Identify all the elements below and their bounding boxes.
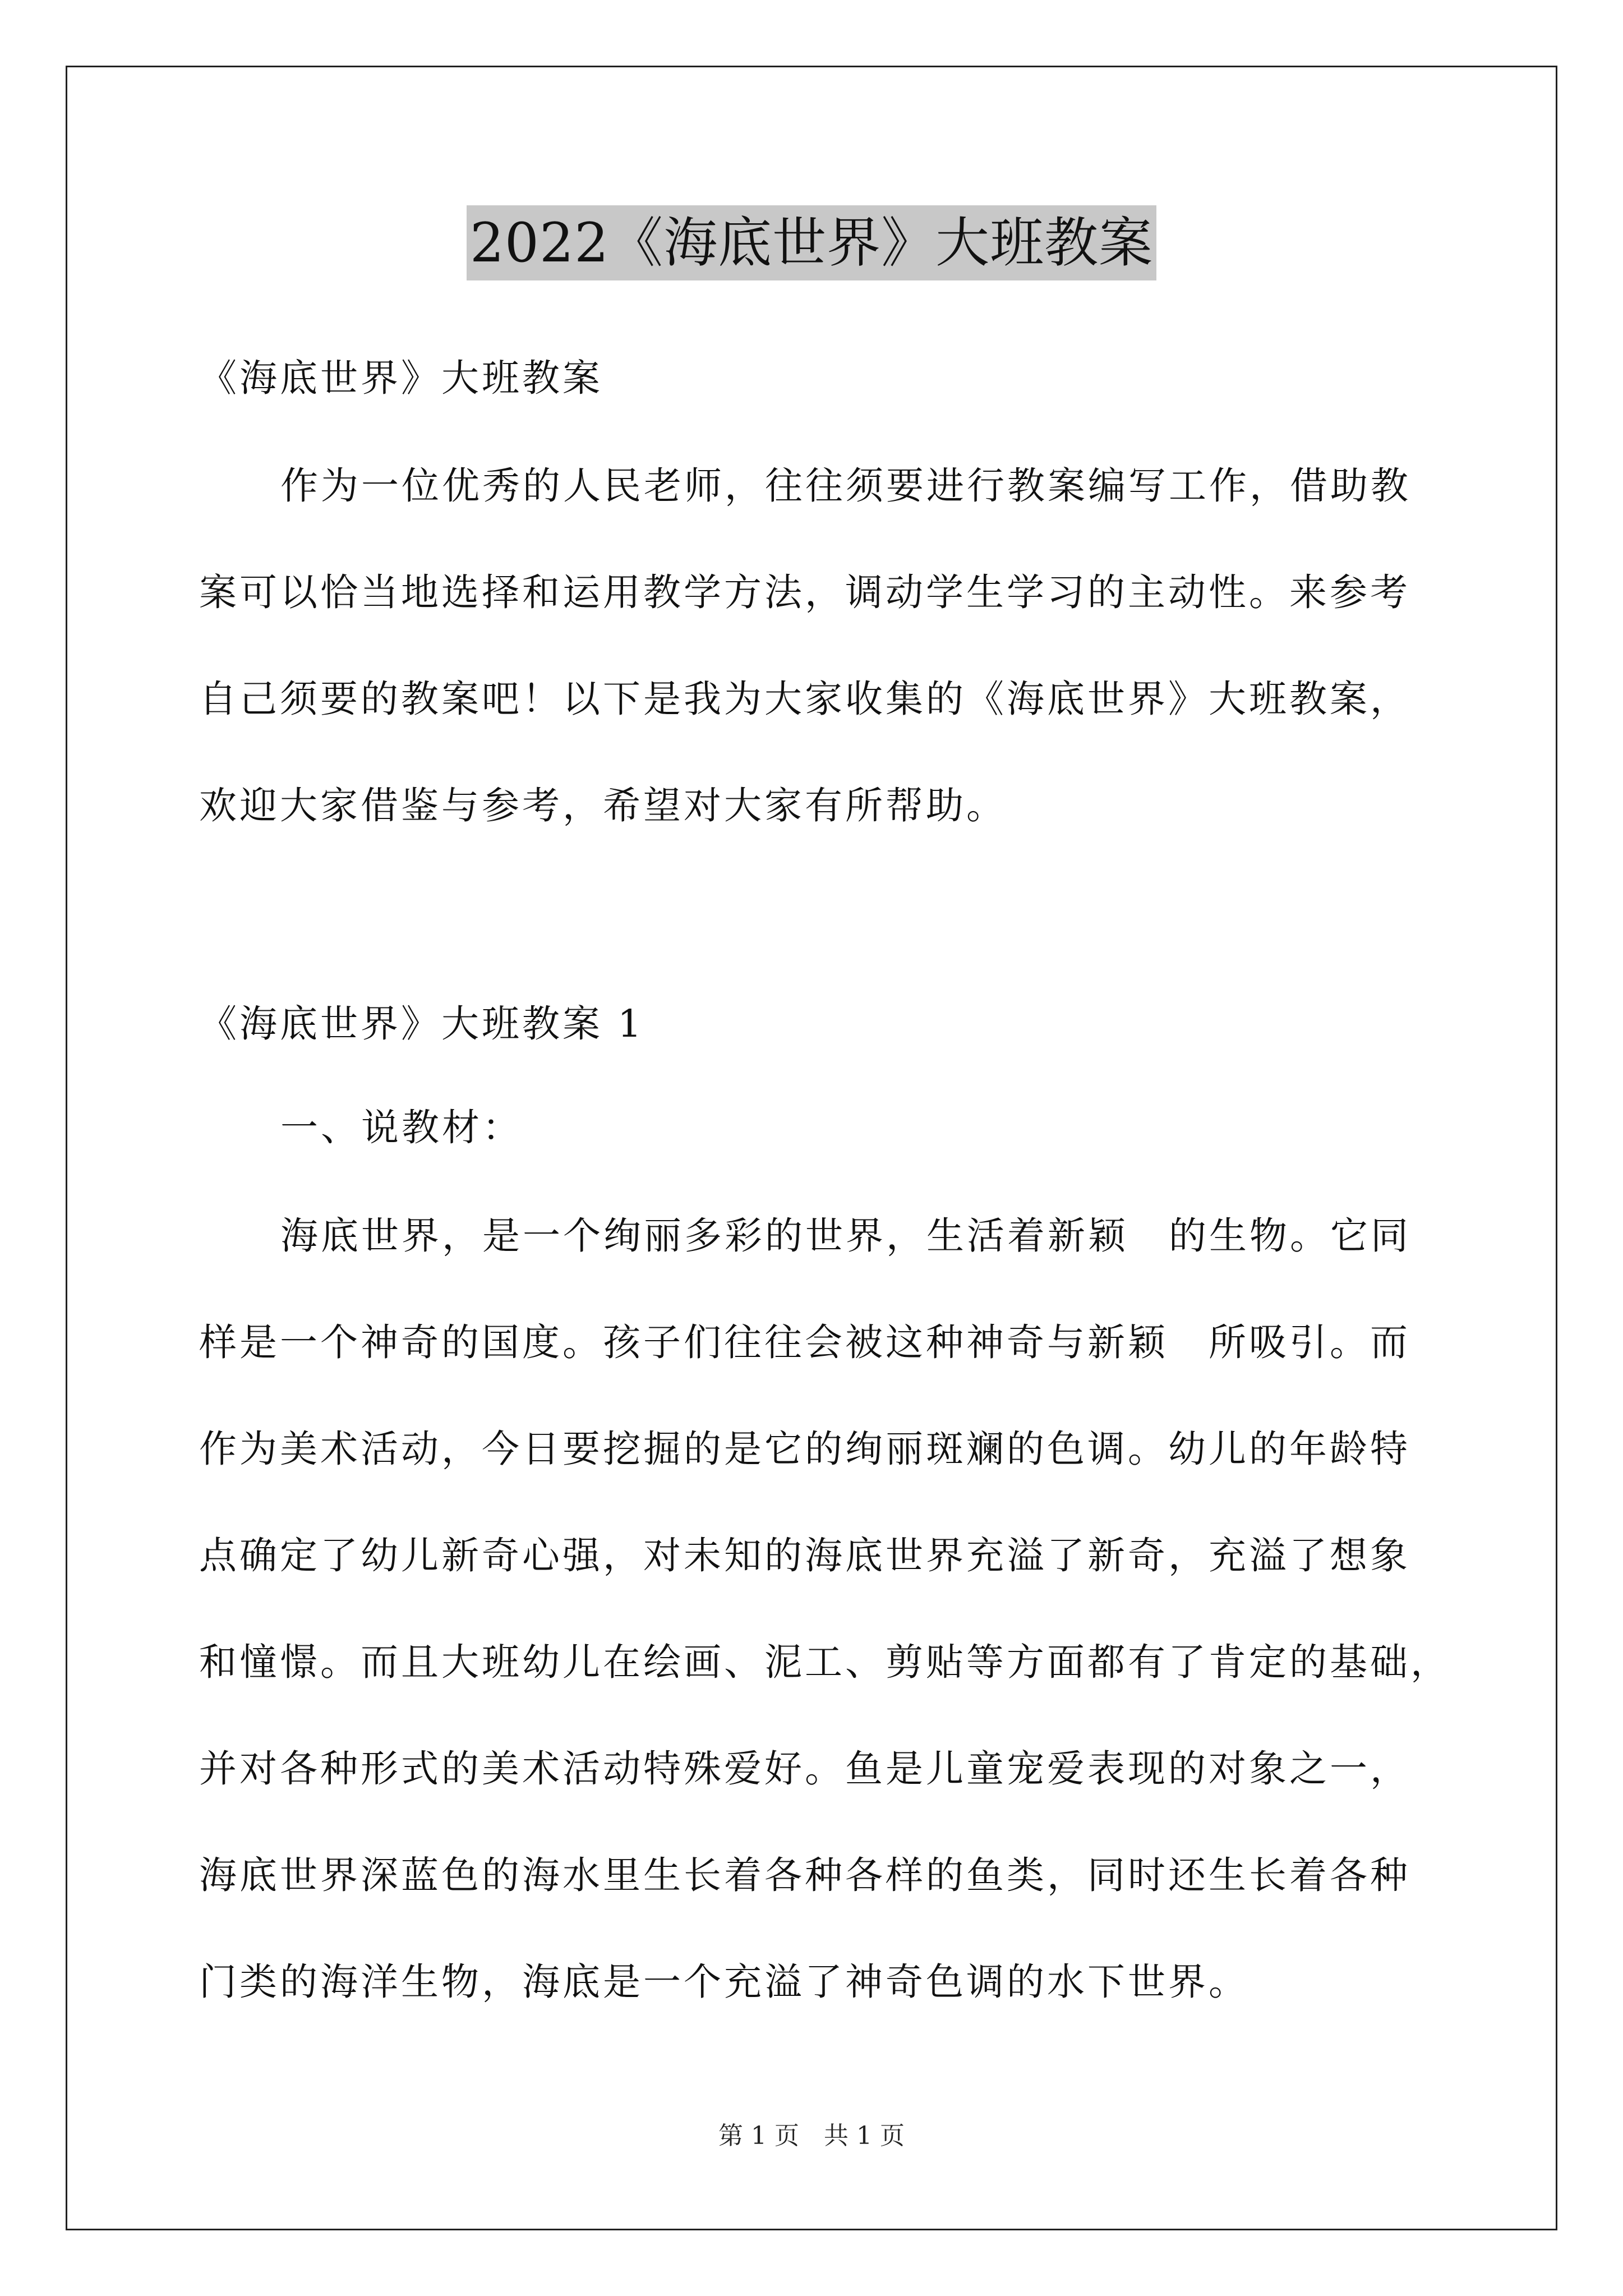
intro-line: 欢迎大家借鉴与参考，希望对大家有所帮助。 bbox=[199, 784, 1007, 827]
body-line: 门类的海洋生物，海底是一个充溢了神奇色调的水下世界。 bbox=[199, 1960, 1249, 2004]
section-heading: 一、说教材： bbox=[280, 1106, 523, 1149]
body-line: 点确定了幼儿新奇心强，对未知的海底世界充溢了新奇，充溢了想象 bbox=[199, 1534, 1410, 1577]
body-line: 并对各种形式的美术活动特殊爱好。鱼是儿童宠爱表现的对象之一， bbox=[199, 1747, 1410, 1791]
intro-line: 自己须要的教案吧！以下是我为大家收集的《海底世界》大班教案， bbox=[199, 677, 1410, 721]
intro-line: 案可以恰当地选择和运用教学方法，调动学生学习的主动性。来参考 bbox=[199, 570, 1410, 614]
body-line: 海底世界深蓝色的海水里生长着各种各样的鱼类，同时还生长着各种 bbox=[199, 1853, 1410, 1897]
body-line: 样是一个神奇的国度。孩子们往往会被这种神奇与新颖 所吸引。而 bbox=[199, 1320, 1410, 1364]
section-title: 《海底世界》大班教案 1 bbox=[199, 1002, 644, 1046]
document-subtitle: 《海底世界》大班教案 bbox=[199, 356, 603, 400]
title-container bbox=[0, 205, 1623, 280]
body-line: 和憧憬。而且大班幼儿在绘画、泥工、剪贴等方面都有了肯定的基础， bbox=[199, 1640, 1451, 1684]
body-line: 作为美术活动，今日要挖掘的是它的绚丽斑斓的色调。幼儿的年龄特 bbox=[199, 1427, 1410, 1471]
document-title: 2022《海底世界》大班教案 bbox=[467, 205, 1156, 280]
body-line: 海底世界，是一个绚丽多彩的世界，生活着新颖 的生物。它同 bbox=[280, 1214, 1411, 1258]
intro-line: 作为一位优秀的人民老师，往往须要进行教案编写工作，借助教 bbox=[280, 464, 1411, 508]
page-footer: 第 1 页 共 1 页 bbox=[718, 2122, 905, 2150]
